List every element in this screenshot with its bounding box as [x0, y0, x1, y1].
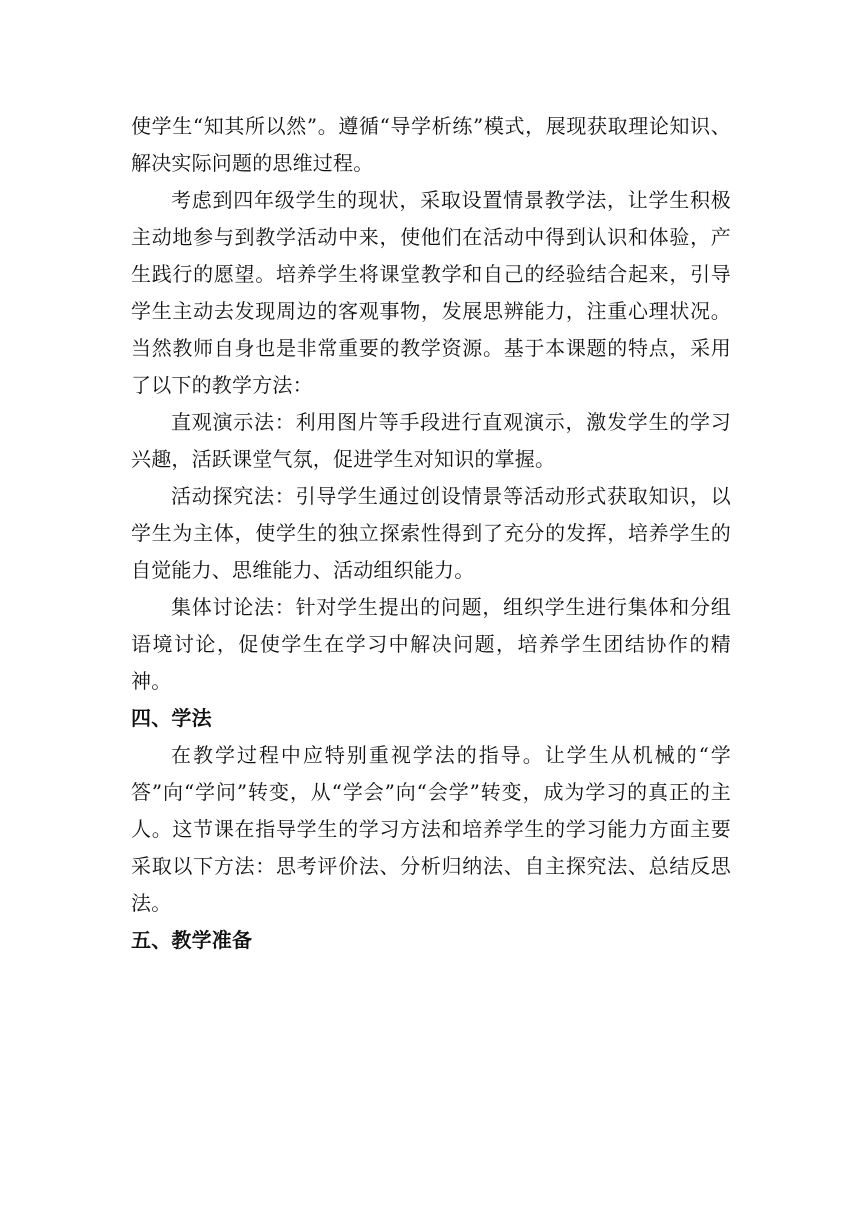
- document-body: [131, 108, 731, 959]
- section-heading-study-methods: 四、学法: [131, 706, 212, 730]
- paragraph-demonstration-method: 直观演示法：利用图片等手段进行直观演示，激发学生的学习兴趣，活跃课堂气氛，促进学生对知识的掌握。: [131, 410, 731, 471]
- section-heading-preparation: 五、教学准备: [131, 928, 253, 952]
- paragraph-discussion-method: 集体讨论法：针对学生提出的问题，组织学生进行集体和分组语境讨论，促使学生在学习中解决问题，培养学生团结协作的精神。: [131, 595, 731, 693]
- paragraph-intro-continued: 使学生“知其所以然”。遵循“导学析练”模式，展现获取理论知识、解决实际问题的思维过程。: [131, 114, 731, 175]
- paragraph-study-methods: 在教学过程中应特别重视学法的指导。让学生从机械的“学答”向“学问”转变，从“学会”向“会学”转变，成为学习的真正的主人。这节课在指导学生的学习方法和培养学生的学习能力方面主要采取以下方法：思考评价法、分析归纳法、自主探究法、总结反思法。: [131, 743, 731, 915]
- paragraph-teaching-situation: 考虑到四年级学生的现状，采取设置情景教学法，让学生积极主动地参与到教学活动中来，使他们在活动中得到认识和体验，产生践行的愿望。培养学生将课堂教学和自己的经验结合起来，引导学生主动去发现周边的客观事物，发展思辨能力，注重心理状况。当然教师自身也是非常重要的教学资源。基于本课题的特点，采用了以下的教学方法：: [131, 188, 731, 397]
- paragraph-activity-method: 活动探究法：引导学生通过创设情景等活动形式获取知识，以学生为主体，使学生的独立探索性得到了充分的发挥，培养学生的自觉能力、思维能力、活动组织能力。: [131, 484, 731, 582]
